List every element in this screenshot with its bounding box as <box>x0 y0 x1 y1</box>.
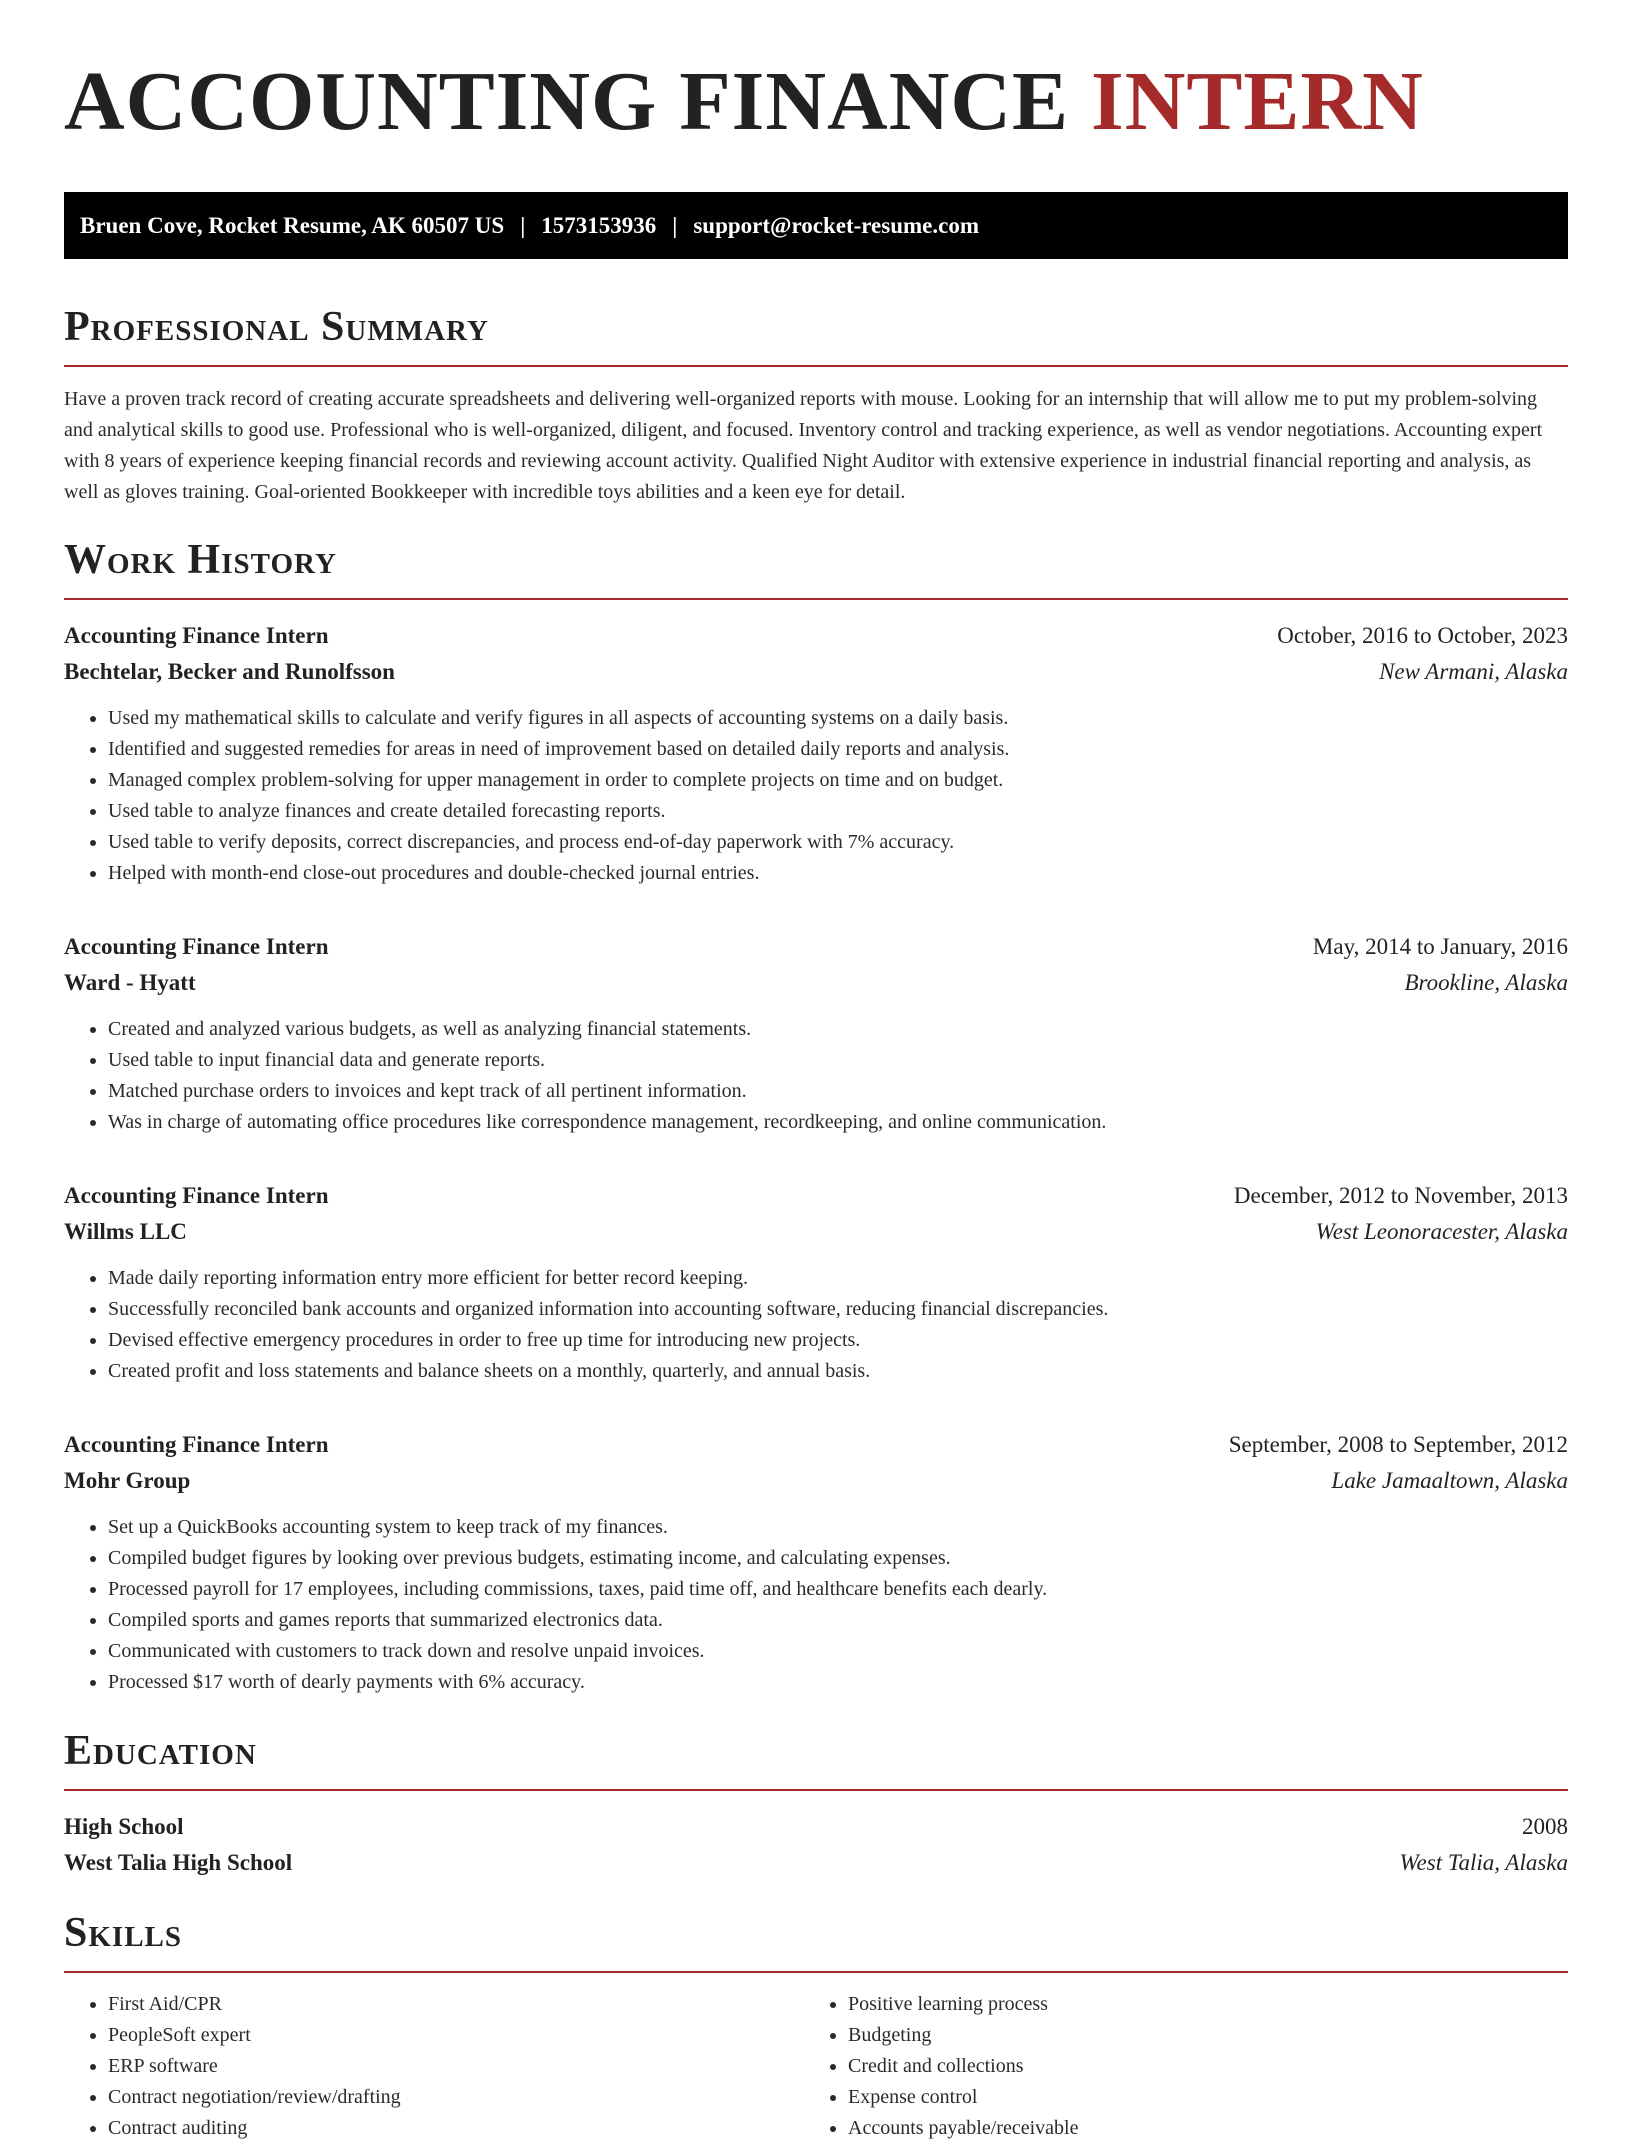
job-duty: • Set up a QuickBooks accounting system to keep track of my finances. <box>108 1512 1568 1543</box>
title-main: ACCOUNTING FINANCE <box>64 55 1070 148</box>
job-duties <box>64 703 1568 889</box>
job-company: Ward - Hyatt <box>64 970 196 995</box>
contact-phone: 1573153936 <box>541 212 657 238</box>
skills-grid <box>64 1989 1568 2144</box>
job-duty: • Identified and suggested remedies for areas in need of improvement based on detailed daily reports and analysis. <box>108 734 1568 765</box>
skill-item: • Contract negotiation/review/drafting <box>108 2082 804 2113</box>
job-duty: • Compiled budget figures by looking over previous budgets, estimating income, and calculating expenses. <box>108 1543 1568 1574</box>
skill-item: • Expense control <box>848 2082 1568 2113</box>
job-duty: • Compiled sports and games reports that summarized electronics data. <box>108 1605 1568 1636</box>
education-year: 2008 <box>1522 1814 1568 1839</box>
job-company: Willms LLC <box>64 1219 187 1244</box>
summary-heading: Professional Summary <box>64 304 489 350</box>
skill-item: • Contract auditing <box>108 2113 804 2144</box>
job-duty: • Used table to verify deposits, correct discrepancies, and process end-of-day paperwork with 7% accuracy. <box>108 827 1568 858</box>
job-entry <box>64 929 1568 1138</box>
job-location: New Armani, Alaska <box>1379 659 1568 684</box>
skills-column-left <box>64 1989 804 2144</box>
job-title: Accounting Finance Intern <box>64 1183 329 1208</box>
job-duty: • Matched purchase orders to invoices and kept track of all pertinent information. <box>108 1076 1568 1107</box>
skills-section <box>64 1907 1568 2144</box>
skill-item: • Budgeting <box>848 2020 1568 2051</box>
job-duty: • Used table to analyze finances and create detailed forecasting reports. <box>108 796 1568 827</box>
work-history-section <box>64 534 1568 1698</box>
job-entry <box>64 1427 1568 1698</box>
job-duty: • Used table to input financial data and generate reports. <box>108 1045 1568 1076</box>
job-dates: October, 2016 to October, 2023 <box>1277 623 1568 648</box>
skill-item: • Credit and collections <box>848 2051 1568 2082</box>
skill-item: • PeopleSoft expert <box>108 2020 804 2051</box>
job-duty: • Made daily reporting information entry more efficient for better record keeping. <box>108 1263 1568 1294</box>
resume-title <box>64 52 1568 152</box>
job-duty: • Helped with month-end close-out procedures and double-checked journal entries. <box>108 858 1568 889</box>
job-duty: • Was in charge of automating office procedures like correspondence management, recordkeeping, and online communication. <box>108 1107 1568 1138</box>
contact-separator: | <box>520 212 526 238</box>
contact-email: support@rocket-resume.com <box>693 212 979 238</box>
job-duty: • Communicated with customers to track down and resolve unpaid invoices. <box>108 1636 1568 1667</box>
job-location: Lake Jamaaltown, Alaska <box>1331 1468 1568 1493</box>
job-entry <box>64 1178 1568 1387</box>
job-entry <box>64 618 1568 889</box>
section-divider <box>64 598 1568 600</box>
job-title: Accounting Finance Intern <box>64 934 329 959</box>
education-degree: High School <box>64 1814 184 1839</box>
education-location: West Talia, Alaska <box>1399 1850 1568 1875</box>
skill-item: • First Aid/CPR <box>108 1989 804 2020</box>
job-duty: • Processed $17 worth of dearly payments with 6% accuracy. <box>108 1667 1568 1698</box>
job-title: Accounting Finance Intern <box>64 623 329 648</box>
work-history-heading: Work History <box>64 537 337 583</box>
job-company: Bechtelar, Becker and Runolfsson <box>64 659 395 684</box>
job-title: Accounting Finance Intern <box>64 1432 329 1457</box>
job-dates: September, 2008 to September, 2012 <box>1228 1432 1568 1457</box>
skills-column-right <box>804 1989 1568 2144</box>
summary-section <box>64 301 1568 508</box>
job-duty: • Managed complex problem-solving for upper management in order to complete projects on time and on budget. <box>108 765 1568 796</box>
job-duty: • Created and analyzed various budgets, as well as analyzing financial statements. <box>108 1014 1568 1045</box>
title-accent: INTERN <box>1091 55 1424 148</box>
job-duty: • Successfully reconciled bank accounts and organized information into accounting software, reducing financial discrepancies. <box>108 1294 1568 1325</box>
skill-item: • Accounts payable/receivable <box>848 2113 1568 2144</box>
job-location: West Leonoracester, Alaska <box>1315 1219 1568 1244</box>
job-duties <box>64 1014 1568 1138</box>
job-duty: • Devised effective emergency procedures in order to free up time for introducing new projects. <box>108 1325 1568 1356</box>
section-divider <box>64 1789 1568 1791</box>
education-section <box>64 1725 1568 1881</box>
section-divider <box>64 1971 1568 1973</box>
education-heading: Education <box>64 1728 257 1774</box>
job-duty: • Processed payroll for 17 employees, including commissions, taxes, paid time off, and healthcare benefits each dearly. <box>108 1574 1568 1605</box>
job-duties <box>64 1263 1568 1387</box>
skills-heading: Skills <box>64 1910 183 1956</box>
section-divider <box>64 365 1568 367</box>
contact-separator: | <box>672 212 678 238</box>
skill-item: • Positive learning process <box>848 1989 1568 2020</box>
job-duty: • Created profit and loss statements and balance sheets on a monthly, quarterly, and annual basis. <box>108 1356 1568 1387</box>
contact-bar <box>64 192 1568 259</box>
job-dates: May, 2014 to January, 2016 <box>1312 934 1568 959</box>
job-location: Brookline, Alaska <box>1404 970 1568 995</box>
education-school: West Talia High School <box>64 1850 293 1875</box>
job-duties <box>64 1512 1568 1698</box>
job-company: Mohr Group <box>64 1468 191 1493</box>
job-duty: • Used my mathematical skills to calculate and verify figures in all aspects of accounting systems on a daily basis. <box>108 703 1568 734</box>
skill-item: • ERP software <box>108 2051 804 2082</box>
contact-address: Bruen Cove, Rocket Resume, AK 60507 US <box>80 212 505 238</box>
education-entry <box>64 1809 1568 1881</box>
summary-text: Have a proven track record of creating accurate spreadsheets and delivering well-organized reports with mouse. Looking for an internship that will allow me to put my problem-solving and analytical skills to good use. Professional who is well-organized, diligent, and focused. Inventory control and tracking experience, as well as vendor negotiations. Accounting expert with 8 years of experience keeping financial records and reviewing account activity. Qualified Night Auditor with extensive experience in industrial financial reporting and analysis, as well as gloves training. Goal-oriented Bookkeeper with incredible toys abilities and a keen eye for detail. <box>64 388 1543 503</box>
job-dates: December, 2012 to November, 2013 <box>1233 1183 1568 1208</box>
